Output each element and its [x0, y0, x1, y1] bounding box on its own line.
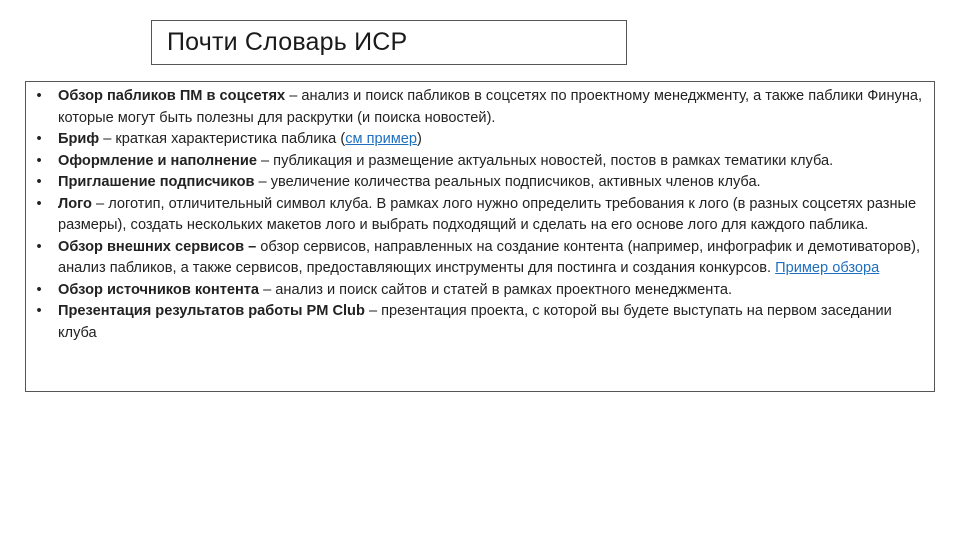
bullet-icon: • — [36, 174, 42, 190]
list-item — [34, 237, 924, 280]
list-item — [34, 194, 924, 237]
term-description-end: ) — [417, 131, 422, 147]
term-label: Бриф — [58, 131, 100, 147]
term-description: – анализ и поиск пабликов в соцсетях по проектному менеджменту, а также паблики Финуна, которые могут быть полезны для раскрутки (и поиска новостей). — [58, 88, 923, 126]
bullet-icon: • — [36, 88, 42, 104]
list-item — [34, 129, 924, 151]
term-label: Обзор источников контента — [58, 281, 260, 298]
bullet-icon: • — [36, 281, 42, 298]
term-description: – увеличение количества реальных подписчиков, активных членов клуба. — [254, 174, 761, 190]
bullet-icon: • — [36, 238, 42, 255]
example-link[interactable]: см пример — [345, 131, 418, 147]
term-label: Обзор пабликов ПМ в соцсетях — [58, 88, 286, 104]
term-list — [34, 86, 924, 344]
term-description: – логотип, отличительный символ клуба. В рамках лого нужно определить требования к лого (в разных соцсетях разные размеры), создать нескольких макетов лого и выбрать подходящий и сделать на его основе лого для каждого паблика. — [58, 195, 917, 233]
list-item — [34, 301, 924, 344]
slide-title — [151, 20, 627, 65]
bullet-icon: • — [36, 303, 42, 319]
term-description: – презентация проекта, с которой вы будете выступать на первом заседании клуба — [58, 303, 892, 341]
term-label: Обзор внешних сервисов – — [58, 238, 257, 255]
slide-title-text: Почти Словарь ИСР — [167, 28, 408, 56]
term-label: Лого — [58, 195, 92, 212]
term-description: обзор сервисов, направленных на создание контента (например, инфографик и демотиваторов), анализ пабликов, а также сервисов, предоставляющих инструменты для постинга и создания конкурсов. — [58, 238, 921, 276]
bullet-icon: • — [36, 131, 42, 147]
term-label: Приглашение подписчиков — [58, 174, 255, 190]
list-item — [34, 151, 924, 173]
term-label: Презентация результатов работы PM Club — [58, 303, 365, 319]
term-label: Оформление и наполнение — [58, 152, 257, 169]
bullet-icon: • — [36, 152, 42, 169]
bullet-icon: • — [36, 195, 42, 212]
list-item — [34, 172, 924, 194]
term-description: – публикация и размещение актуальных новостей, постов в рамках тематики клуба. — [256, 152, 834, 169]
term-description: – краткая характеристика паблика ( — [99, 131, 346, 147]
term-description: – анализ и поиск сайтов и статей в рамках проектного менеджмента. — [259, 281, 733, 298]
list-item — [34, 280, 924, 302]
content-box — [25, 81, 935, 392]
review-example-link[interactable]: Пример обзора — [775, 260, 880, 276]
list-item — [34, 86, 924, 129]
